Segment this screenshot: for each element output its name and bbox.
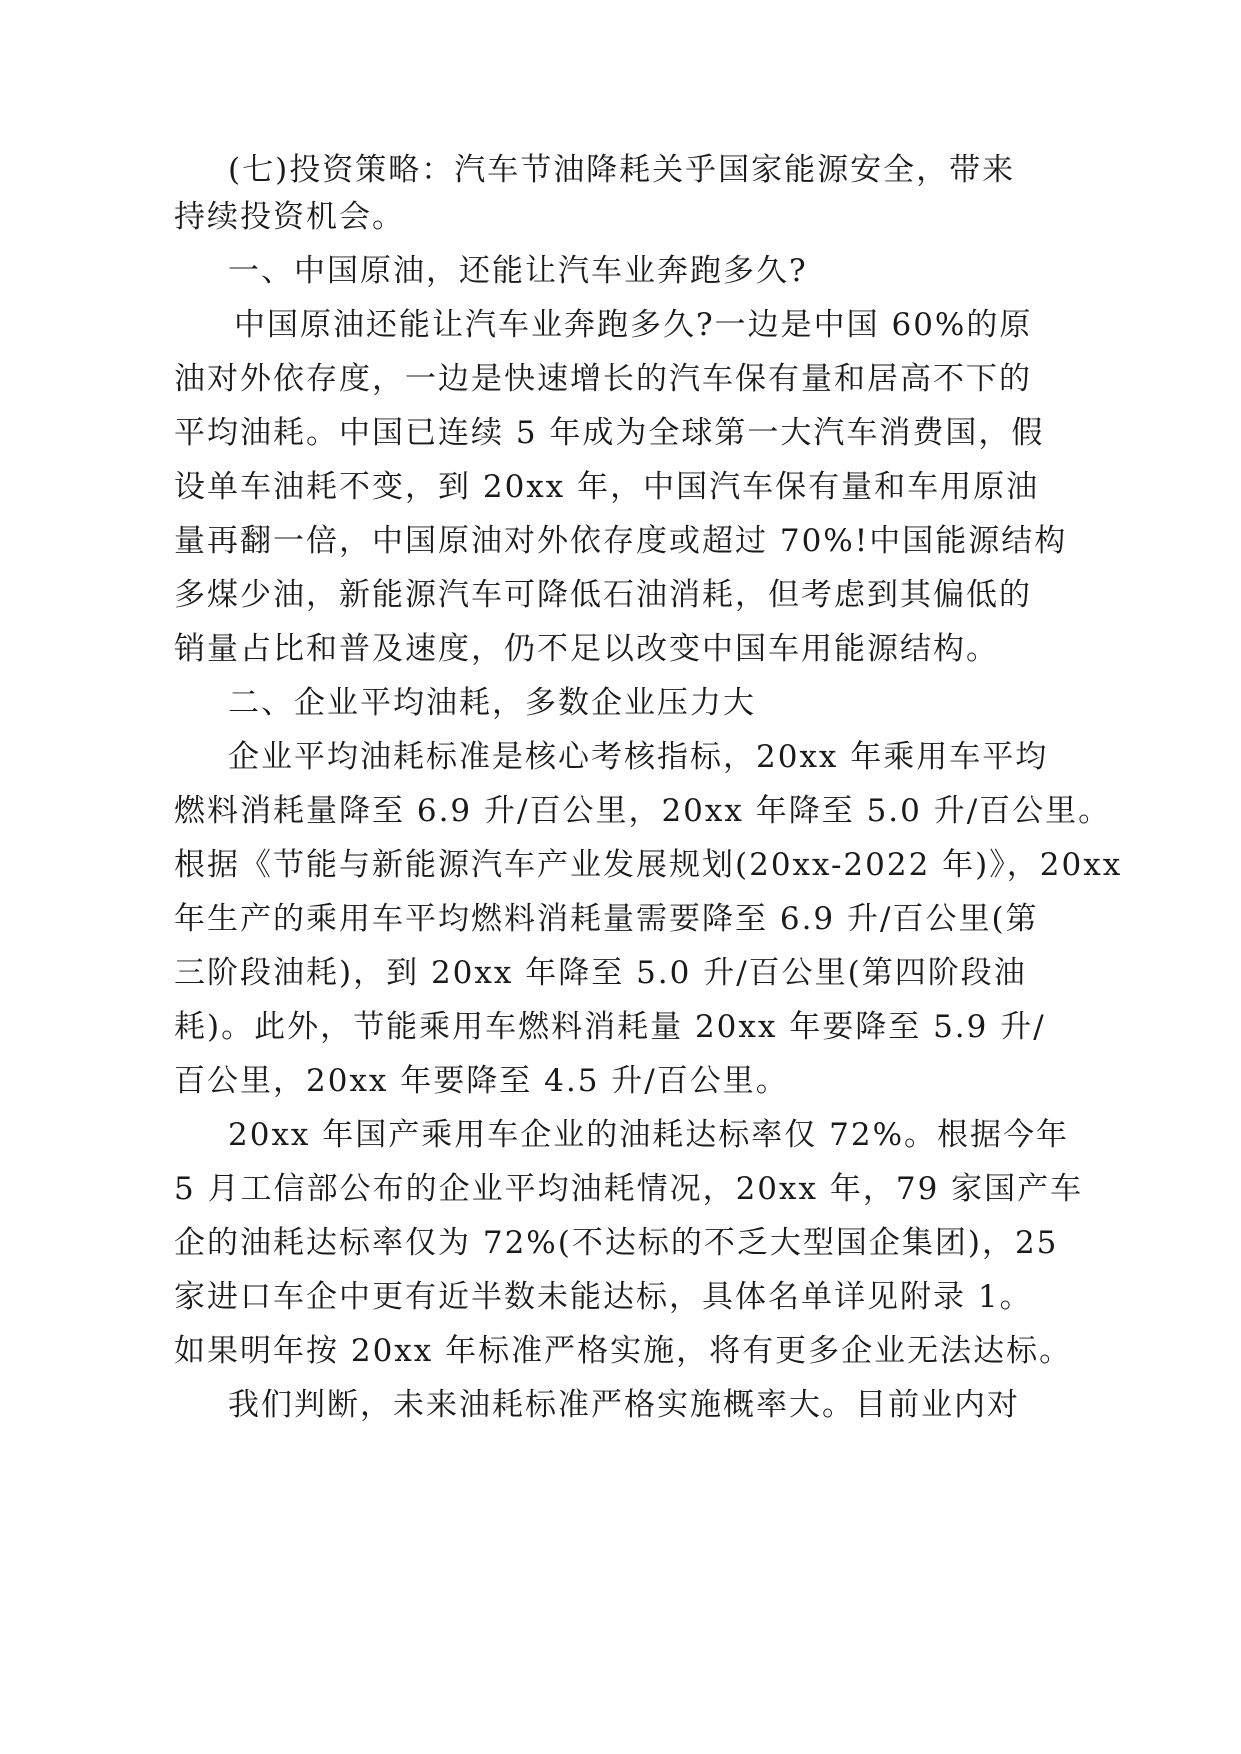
text-line: 企业平均油耗标准是核心考核指标，20xx 年乘用车平均 bbox=[228, 739, 1049, 775]
text-line: 销量占比和普及速度，仍不足以改变中国车用能源结构。 bbox=[174, 631, 999, 667]
text-line: 平均油耗。中国已连续 5 年成为全球第一大汽车消费国，假 bbox=[174, 415, 1045, 451]
section-heading: 一、中国原油，还能让汽车业奔跑多久? bbox=[228, 253, 808, 289]
text-line: (七)投资策略：汽车节油降耗关乎国家能源安全，带来 bbox=[228, 152, 1016, 188]
text-line: 企的油耗达标率仅为 72%(不达标的不乏大型国企集团)，25 bbox=[174, 1225, 1059, 1261]
text-line: 多煤少油，新能源汽车可降低石油消耗，但考虑到其偏低的 bbox=[174, 577, 1032, 613]
text-line: 持续投资机会。 bbox=[174, 199, 405, 235]
text-line: 如果明年按 20xx 年标准严格实施，将有更多企业无法达标。 bbox=[174, 1333, 1073, 1369]
text-line: 年生产的乘用车平均燃料消耗量需要降至 6.9 升/百公里(第 bbox=[174, 901, 1039, 937]
text-line: 中国原油还能让汽车业奔跑多久?一边是中国 60%的原 bbox=[234, 307, 1033, 343]
text-line: 我们判断，未来油耗标准严格实施概率大。目前业内对 bbox=[228, 1387, 1020, 1423]
text-line: 燃料消耗量降至 6.9 升/百公里，20xx 年降至 5.0 升/百公里。 bbox=[174, 793, 1112, 829]
text-line: 百公里，20xx 年要降至 4.5 升/百公里。 bbox=[174, 1063, 789, 1099]
text-line: 设单车油耗不变，到 20xx 年，中国汽车保有量和车用原油 bbox=[174, 469, 1040, 505]
text-line: 5 月工信部公布的企业平均油耗情况，20xx 年，79 家国产车 bbox=[174, 1171, 1084, 1207]
text-line: 三阶段油耗)，到 20xx 年降至 5.0 升/百公里(第四阶段油 bbox=[174, 955, 1027, 991]
text-line: 油对外依存度，一边是快速增长的汽车保有量和居高不下的 bbox=[174, 361, 1032, 397]
text-line: 量再翻一倍，中国原油对外依存度或超过 70%!中国能源结构 bbox=[174, 523, 1068, 559]
text-line: 家进口车企中更有近半数未能达标，具体名单详见附录 1。 bbox=[174, 1279, 1033, 1315]
section-heading: 二、企业平均油耗，多数企业压力大 bbox=[228, 685, 756, 721]
text-line: 20xx 年国产乘用车企业的油耗达标率仅 72%。根据今年 bbox=[228, 1117, 1070, 1153]
text-line: 根据《节能与新能源汽车产业发展规划(20xx-2022 年)》，20xx bbox=[174, 847, 1123, 883]
text-line: 耗)。此外，节能乘用车燃料消耗量 20xx 年要降至 5.9 升/ bbox=[174, 1009, 1046, 1045]
